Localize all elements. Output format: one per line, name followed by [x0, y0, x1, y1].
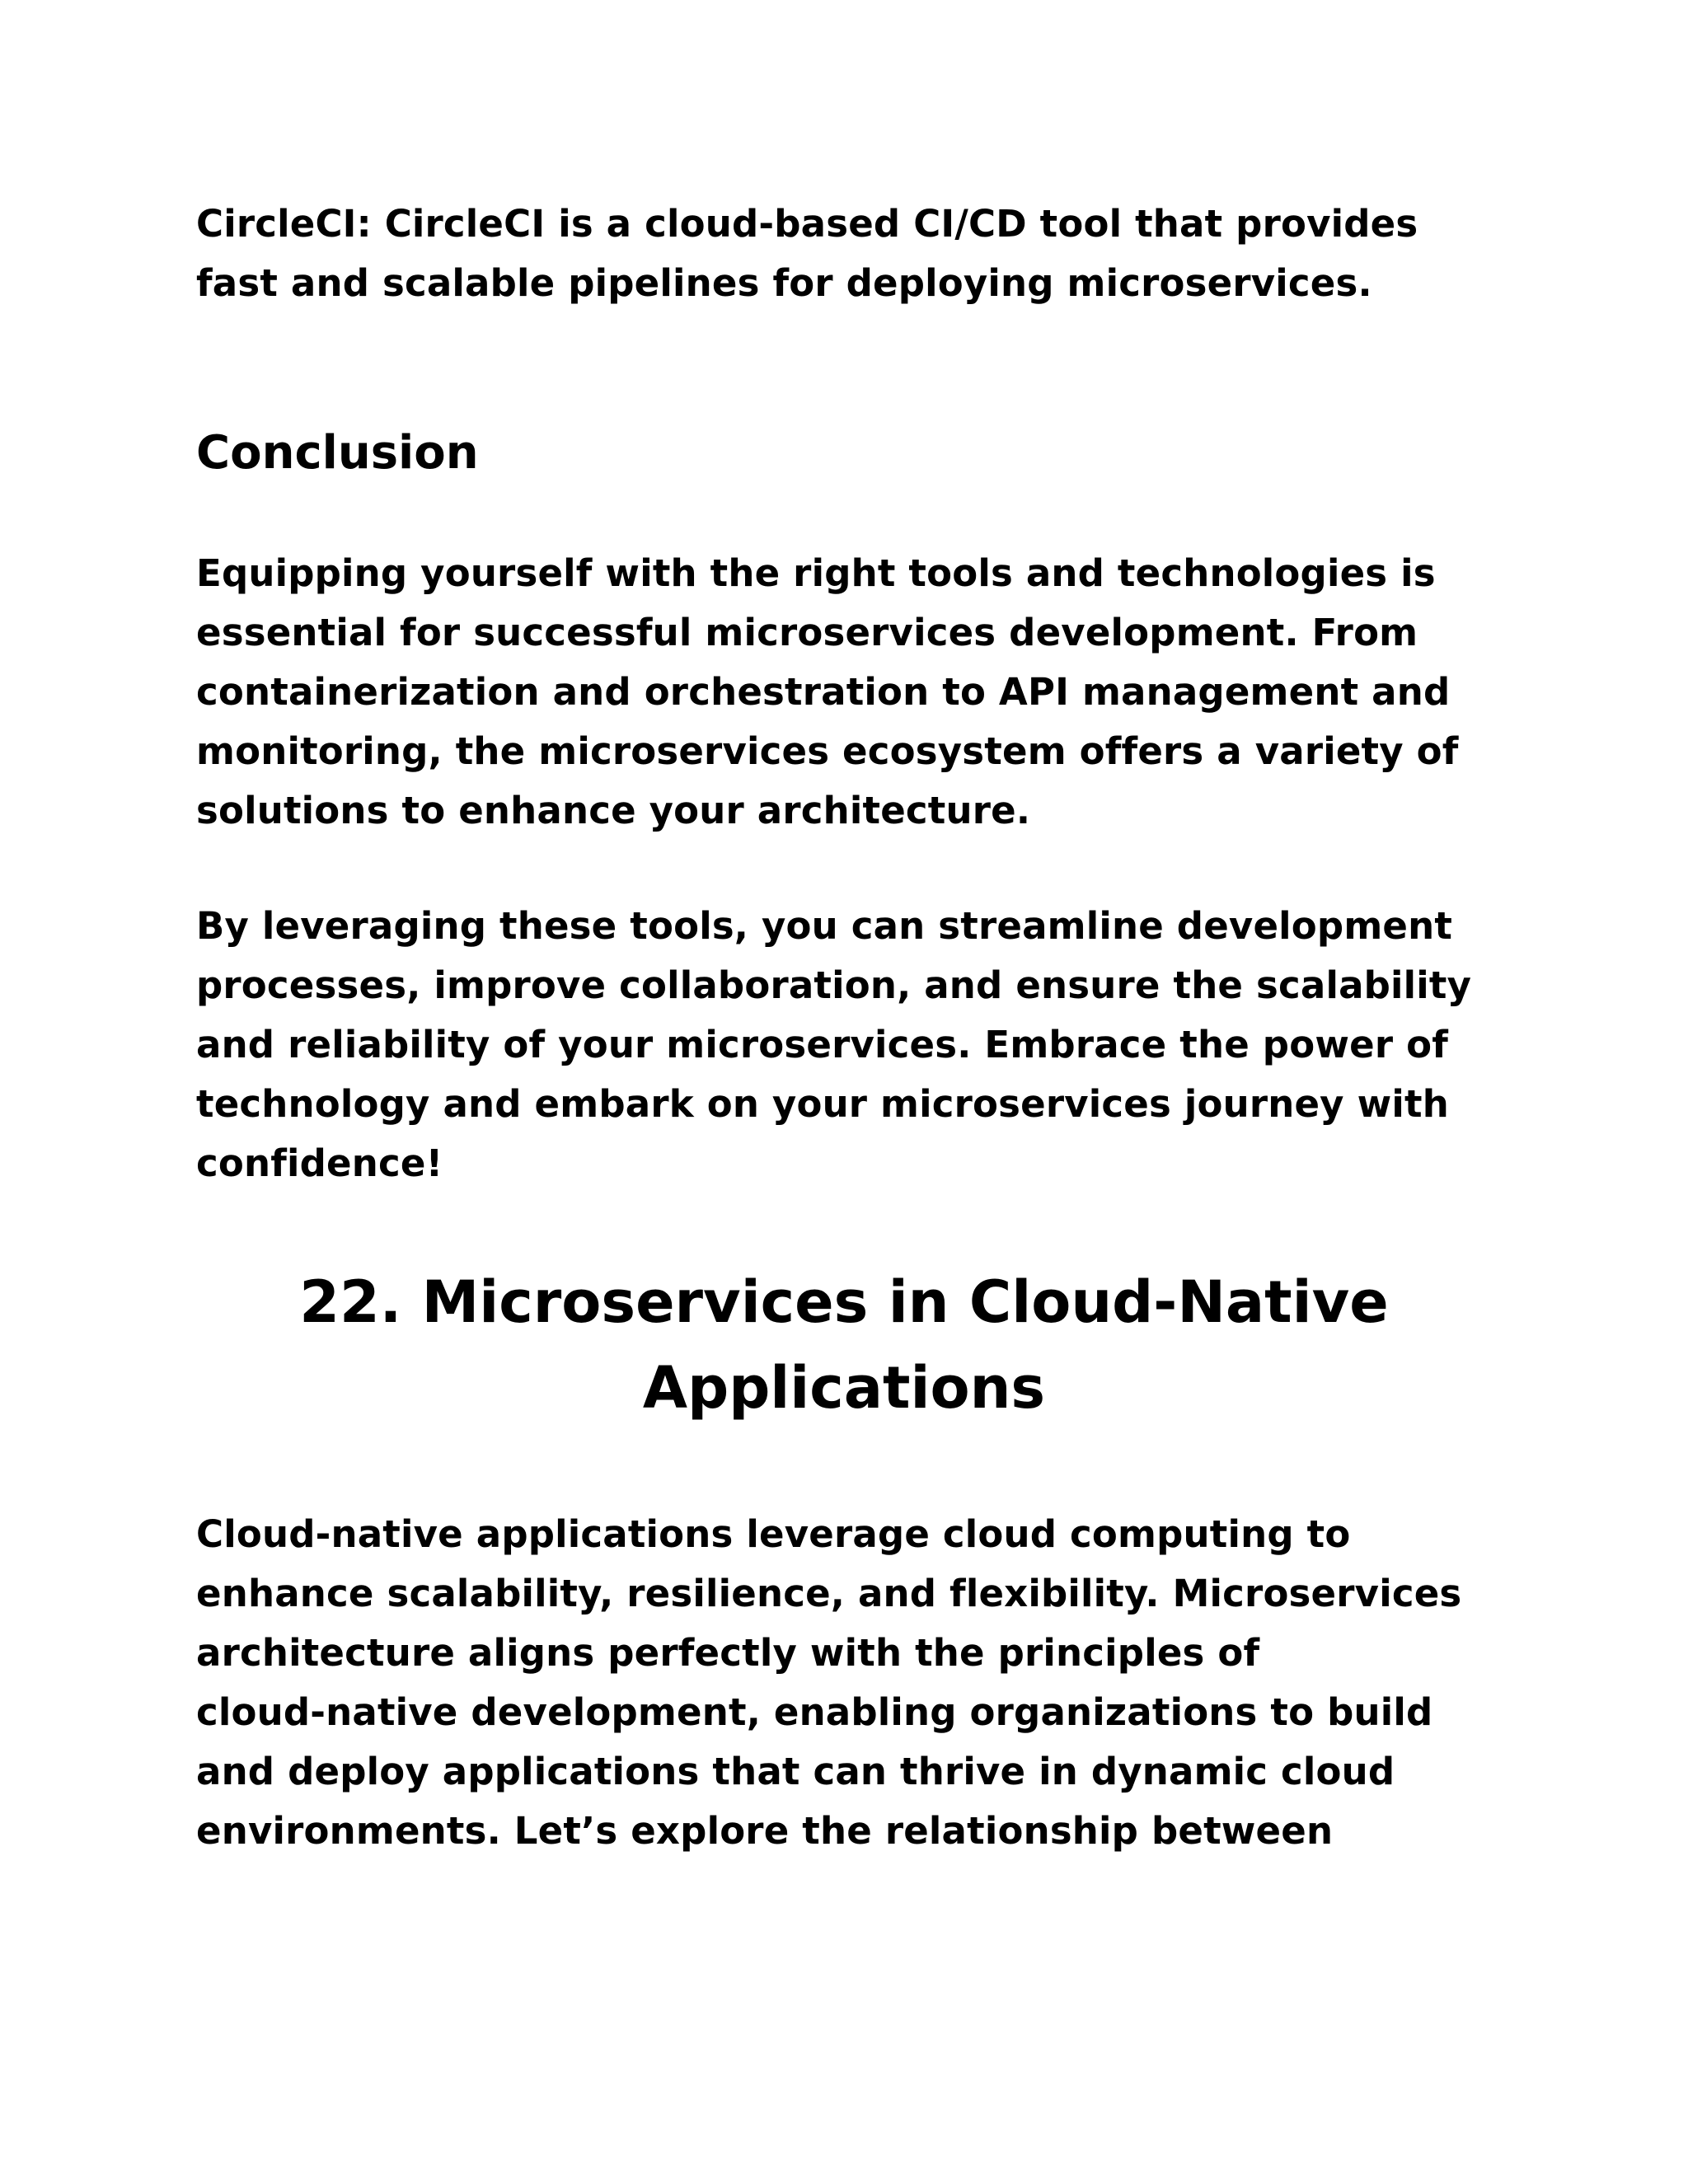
text-line: architecture aligns perfectly with the principles of — [196, 1631, 1260, 1675]
chapter-heading-line: 22. Microservices in Cloud-Native — [299, 1268, 1389, 1336]
text-line: monitoring, the microservices ecosystem offers a variety of — [196, 729, 1459, 773]
text-line: solutions to enhance your architecture. — [196, 789, 1031, 832]
text-line: cloud-native development, enabling organizations to build — [196, 1690, 1433, 1734]
text-line: confidence! — [196, 1141, 443, 1185]
chapter-heading-line: Applications — [642, 1354, 1046, 1422]
text-line: Equipping yourself with the right tools and technologies is — [196, 551, 1436, 595]
text-line: CircleCI: CircleCI is a cloud-based CI/CD tool that provides — [196, 202, 1418, 246]
text-line: processes, improve collaboration, and ensure the scalability — [196, 963, 1472, 1007]
conclusion-heading: Conclusion — [196, 426, 479, 480]
text-line: fast and scalable pipelines for deploying microservices. — [196, 261, 1372, 305]
chapter-intro-paragraph — [196, 1505, 1482, 1861]
text-line: essential for successful microservices development. From — [196, 611, 1418, 654]
conclusion-paragraph-2 — [196, 897, 1482, 1193]
text-line: technology and embark on your microservices journey with — [196, 1082, 1449, 1126]
text-line: Cloud-native applications leverage cloud computing to — [196, 1512, 1351, 1556]
text-line: By leveraging these tools, you can streamline development — [196, 904, 1453, 948]
text-line: containerization and orchestration to API management and — [196, 670, 1451, 714]
text-line: and deploy applications that can thrive in dynamic cloud — [196, 1750, 1395, 1793]
conclusion-paragraph-1 — [196, 544, 1482, 841]
text-line: enhance scalability, resilience, and flexibility. Microservices — [196, 1572, 1462, 1615]
circleci-paragraph — [196, 194, 1482, 313]
text-line: environments. Let’s explore the relationship between — [196, 1809, 1334, 1853]
chapter-heading — [0, 1259, 1688, 1431]
text-line: and reliability of your microservices. Embrace the power of — [196, 1023, 1448, 1066]
